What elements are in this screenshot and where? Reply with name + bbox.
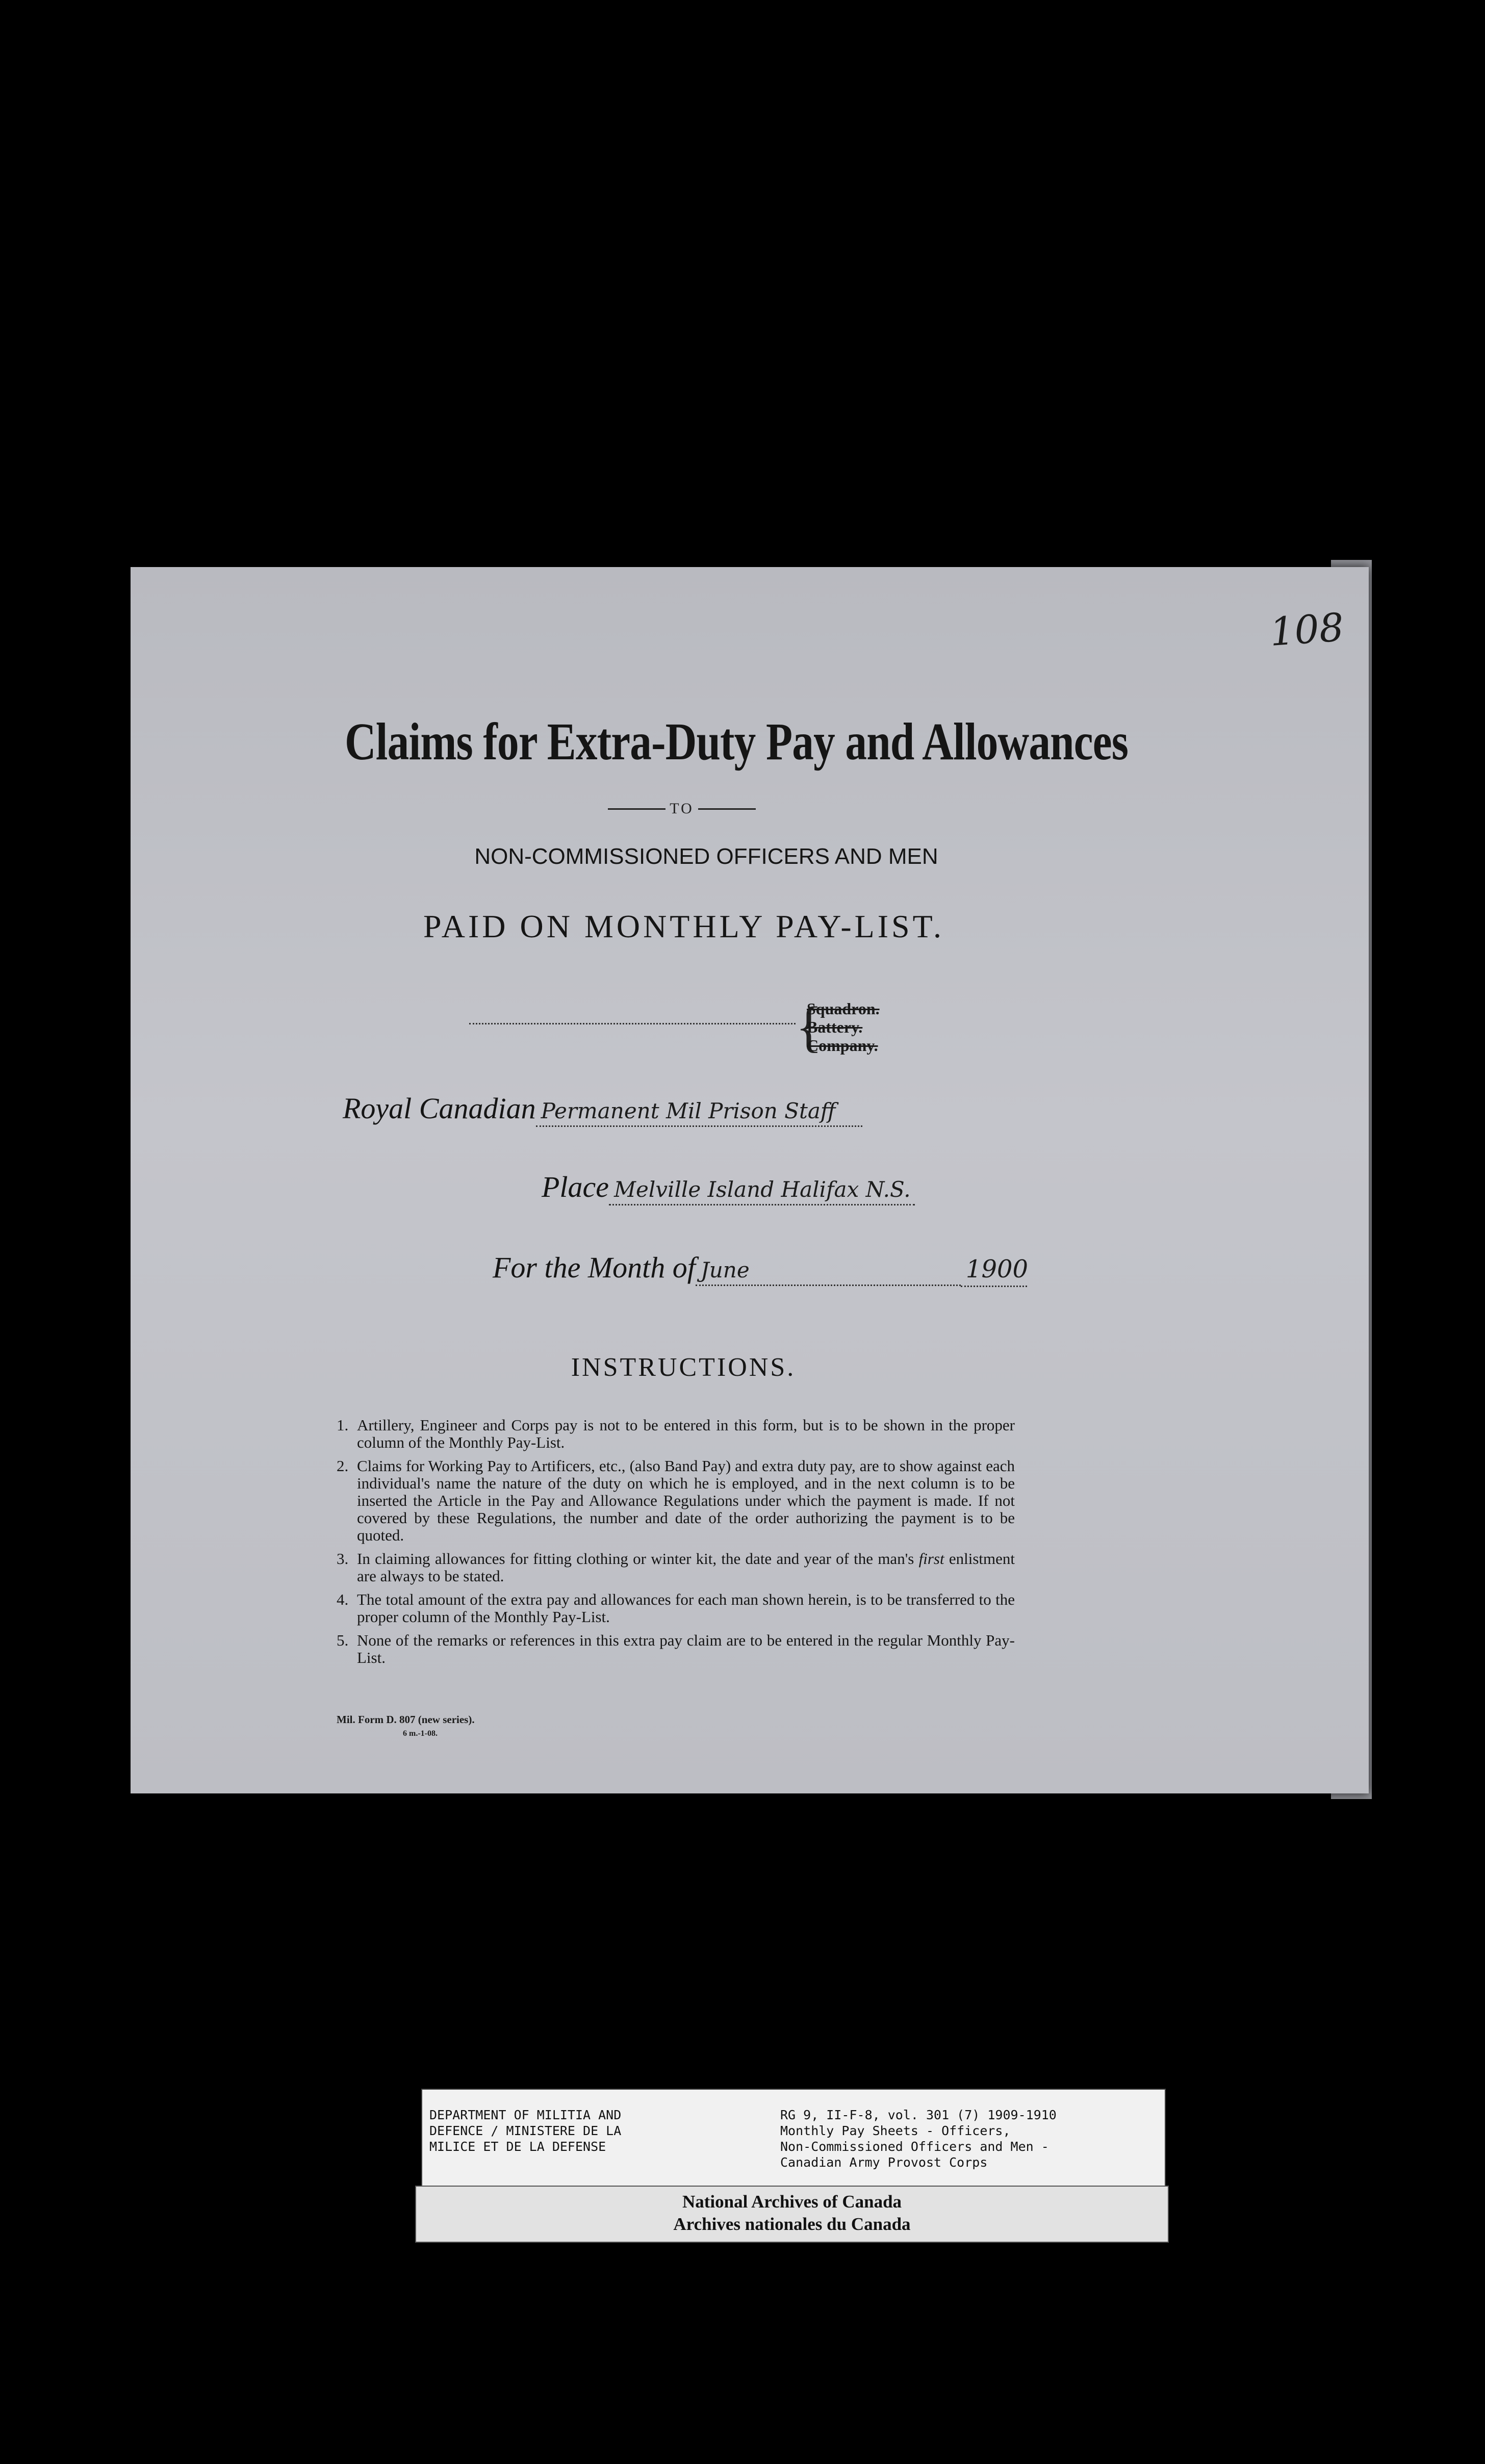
unit-fill-line — [469, 1023, 796, 1024]
paid-line: PAID ON MONTHLY PAY-LIST. — [423, 908, 944, 944]
instruction-number: 3. — [337, 1550, 349, 1568]
instruction-number: 5. — [337, 1631, 349, 1649]
instruction-text: Claims for Working Pay to Artificers, etc., (also Band Pay) and extra duty pay, are to show against each individual's name the nature of the duty on which he is employed, and in the next column is to be inserted the Article in the Pay and Allowance Regulations under which the payment is made. If not covered by these Regulations, the number and date of the order authorizing the payment is to be quoted. — [357, 1457, 1015, 1544]
instruction-item — [337, 1550, 1015, 1585]
instruction-text-part: enlistment are always to be stated. — [357, 1550, 1015, 1585]
month-row — [493, 1250, 1027, 1287]
instruction-text-part: In claiming allowances for fitting clothing or winter kit, the date and year of the man's — [357, 1550, 919, 1568]
national-archives-banner — [415, 2186, 1169, 2243]
instruction-emphasis: first — [918, 1550, 944, 1568]
form-number-line: Mil. Form D. 807 (new series). — [337, 1713, 475, 1726]
instruction-item — [337, 1457, 1015, 1544]
instruction-item — [337, 1591, 1015, 1626]
unit-options — [807, 999, 880, 1055]
instructions-list — [337, 1417, 1015, 1673]
instruction-number: 1. — [337, 1416, 349, 1434]
to-text: TO — [670, 800, 694, 817]
folio-number: 108 — [1268, 604, 1345, 655]
unit-option-battery: Battery. — [807, 1018, 863, 1036]
instruction-item — [337, 1632, 1015, 1666]
form-subtitle: NON-COMMISSIONED OFFICERS AND MEN — [474, 844, 938, 869]
instruction-item — [337, 1417, 1015, 1451]
to-divider — [608, 799, 756, 819]
divider-rule-left — [608, 808, 665, 810]
instruction-text: The total amount of the extra pay and allowances for each man shown herein, is to be transferred to the proper column of the Monthly Pay-List. — [357, 1590, 1015, 1626]
place-value: Melville Island Halifax N.S. — [609, 1177, 915, 1205]
year-value: 1900 — [961, 1255, 1027, 1287]
brace-symbol: { — [796, 995, 823, 1058]
instruction-text: None of the remarks or references in this extra pay claim are to be entered in the regular Monthly Pay-List. — [357, 1631, 1015, 1666]
instruction-text: Artillery, Engineer and Corps pay is not to be entered in this form, but is to be shown in the proper column of the Monthly Pay-List. — [357, 1416, 1015, 1451]
royal-canadian-row — [343, 1091, 862, 1127]
place-row — [542, 1170, 915, 1205]
royal-label: Royal Canadian — [343, 1092, 536, 1125]
nac-line-english: National Archives of Canada — [682, 2192, 902, 2212]
unit-option-squadron: Squadron. — [807, 999, 880, 1018]
unit-option-company: Company. — [807, 1036, 878, 1055]
form-print-line: 6 m.-1-08. — [403, 1729, 438, 1738]
instruction-text — [357, 1550, 1015, 1585]
archive-label-reference: RG 9, II-F-8, vol. 301 (7) 1909-1910 Monthly Pay Sheets - Officers, Non-Commissioned Officers and Men - Canadian Army Provost Corps — [780, 2108, 1057, 2170]
month-label: For the Month of — [493, 1251, 696, 1284]
nac-line-french: Archives nationales du Canada — [673, 2214, 911, 2234]
archive-label-department: DEPARTMENT OF MILITIA AND DEFENCE / MINISTERE DE LA MILICE ET DE LA DEFENSE — [429, 2108, 622, 2154]
month-value: June — [696, 1257, 961, 1286]
form-number — [337, 1712, 475, 1741]
archive-label — [421, 2089, 1166, 2188]
instructions-heading: INSTRUCTIONS. — [571, 1353, 796, 1382]
place-label: Place — [542, 1170, 609, 1203]
divider-rule-right — [698, 808, 756, 810]
form-title: Claims for Extra-Duty Pay and Allowances — [345, 712, 1129, 771]
instruction-number: 4. — [337, 1590, 349, 1608]
instruction-number: 2. — [337, 1457, 349, 1475]
royal-value: Permanent Mil Prison Staff — [536, 1098, 862, 1127]
